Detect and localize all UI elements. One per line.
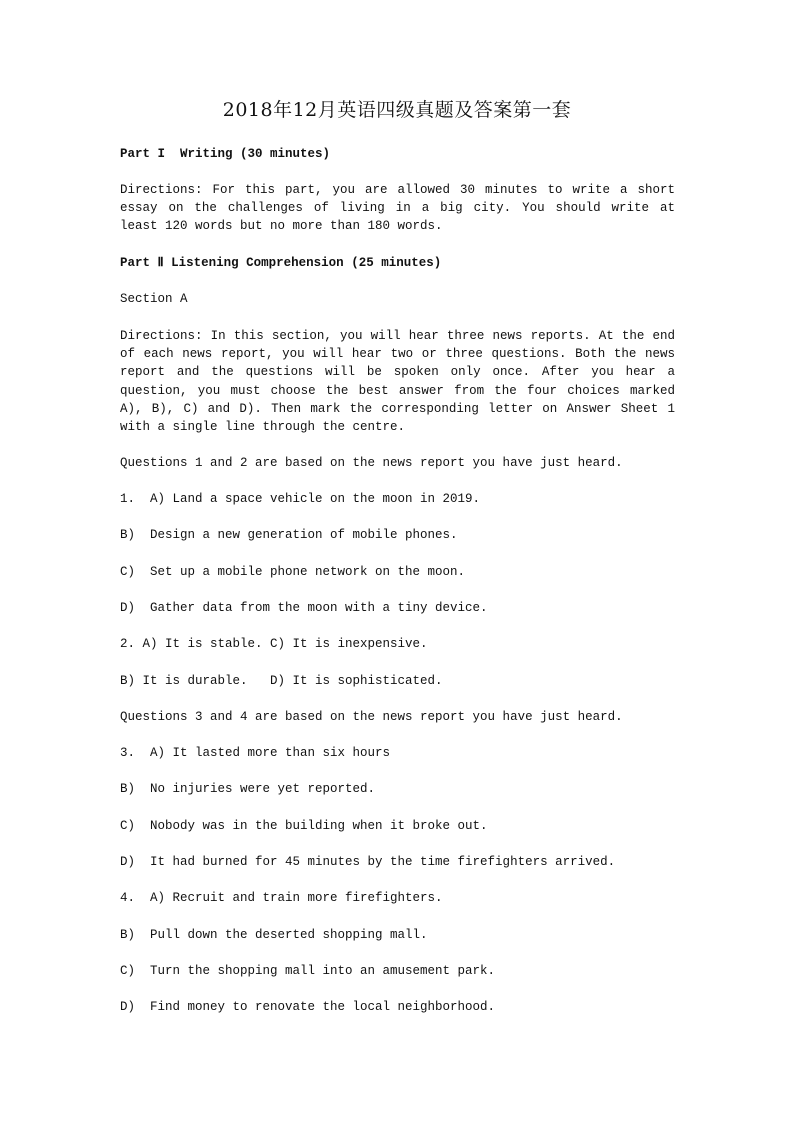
part1-directions: Directions: For this part, you are allowed 30 minutes to write a short essay on the challenges of living in a big city. You should write at least 120 words but no more than 180 words. bbox=[120, 183, 675, 234]
q3-option-a: 3. A) It lasted more than six hours bbox=[120, 746, 391, 760]
q1-option-d: D) Gather data from the moon with a tiny device. bbox=[120, 601, 488, 615]
q2-options-a-c: 2. A) It is stable. C) It is inexpensive. bbox=[120, 637, 428, 651]
q3-option-b: B) No injuries were yet reported. bbox=[120, 782, 376, 796]
q4-option-c: C) Turn the shopping mall into an amusement park. bbox=[120, 964, 496, 978]
part2-directions: Directions: In this section, you will hear three news reports. At the end of each news report, you will hear two or three questions. Both the news report and the questions will be spoken only once. After you hear a question, you must choose the best answer from the four choices marked A), B), C) and D). Then mark the corresponding letter on Answer Sheet 1 with a single line through the centre. bbox=[120, 329, 675, 435]
q4-option-b: B) Pull down the deserted shopping mall. bbox=[120, 928, 428, 942]
q1-option-b: B) Design a new generation of mobile phones. bbox=[120, 528, 458, 542]
group2-intro: Questions 3 and 4 are based on the news report you have just heard. bbox=[120, 710, 623, 724]
q4-option-d: D) Find money to renovate the local neighborhood. bbox=[120, 1000, 496, 1014]
group1-intro: Questions 1 and 2 are based on the news report you have just heard. bbox=[120, 456, 623, 470]
part2-heading: Part Ⅱ Listening Comprehension (25 minutes) bbox=[120, 256, 442, 270]
q4-option-a: 4. A) Recruit and train more firefighters. bbox=[120, 891, 443, 905]
q1-option-a: 1. A) Land a space vehicle on the moon in 2019. bbox=[120, 492, 481, 506]
section-a-label: Section A bbox=[120, 292, 188, 306]
document-title: 2018年12月英语四级真题及答案第一套 bbox=[222, 99, 572, 121]
q3-option-c: C) Nobody was in the building when it broke out. bbox=[120, 819, 488, 833]
q3-option-d: D) It had burned for 45 minutes by the time firefighters arrived. bbox=[120, 855, 616, 869]
q2-options-b-d: B) It is durable. D) It is sophisticated. bbox=[120, 674, 443, 688]
part1-heading: Part I Writing (30 minutes) bbox=[120, 147, 331, 161]
q1-option-c: C) Set up a mobile phone network on the moon. bbox=[120, 565, 466, 579]
